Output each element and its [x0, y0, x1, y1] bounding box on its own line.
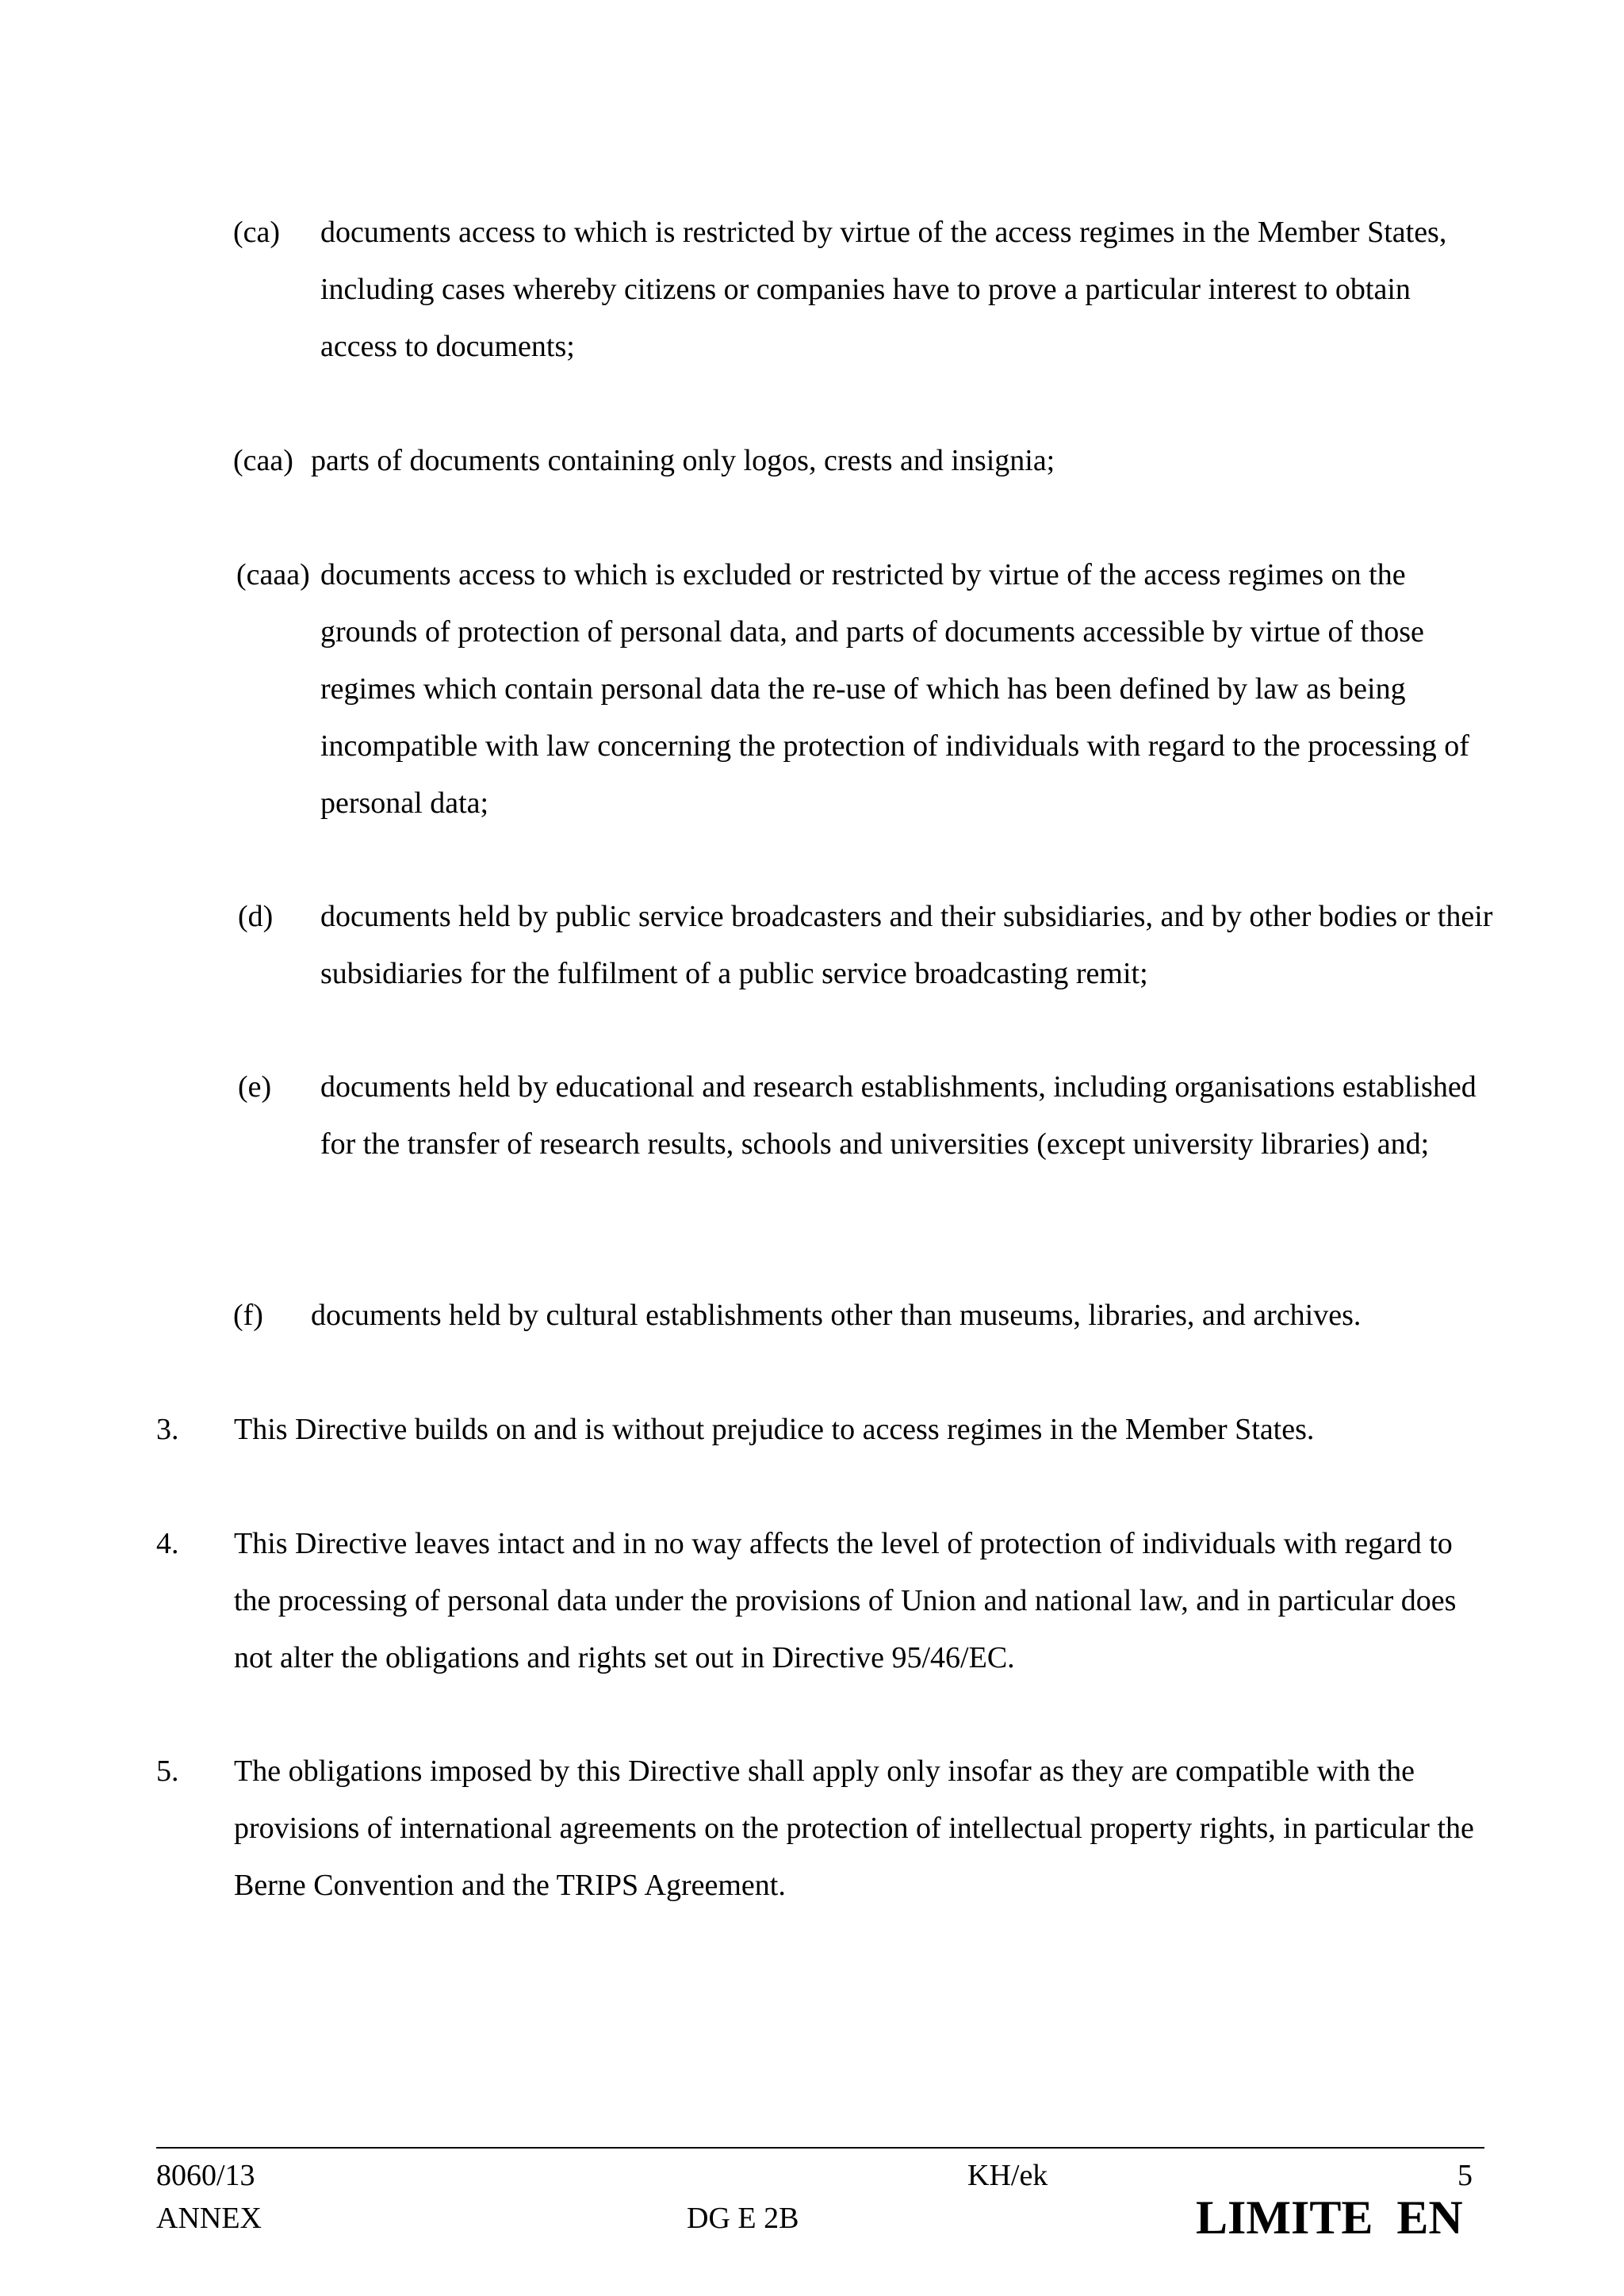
- item-text: documents access to which is excluded or restricted by virtue of the access regimes on the grounds of protection of personal data, and parts of documents accessible by virtue of those regimes which contain personal data the re-use of which has been defined by law as being incompatible with law concerning the protection of individuals with regard to the processing of personal data;: [320, 558, 1469, 820]
- footer-directorate: DG E 2B: [687, 2202, 799, 2235]
- language-code: EN: [1396, 2191, 1463, 2244]
- paragraph-text: The obligations imposed by this Directive shall apply only insofar as they are compatible with the provisions of international agreements on the protection of intellectual property rights, in particular the Berne Convention and the TRIPS Agreement.: [234, 1755, 1474, 1902]
- item-label: (f): [233, 1299, 263, 1332]
- item-text: parts of documents containing only logos, crests and insignia;: [311, 444, 1055, 477]
- item-text: documents held by educational and research establishments, including organisations established for the transfer of research results, schools and universities (except university libraries) and;: [320, 1070, 1477, 1161]
- paragraph-5: [156, 1743, 1504, 1914]
- classification-label: LIMITE: [1196, 2191, 1373, 2244]
- paragraph-text: This Directive builds on and is without prejudice to access regimes in the Member States.: [234, 1413, 1315, 1446]
- paragraph-number: 3.: [156, 1413, 179, 1446]
- item-label: (ca): [233, 216, 281, 249]
- footer-annex: ANNEX: [156, 2202, 262, 2235]
- item-label: (caa): [233, 444, 293, 477]
- footer-page-number: 5: [1457, 2159, 1473, 2192]
- item-label: (d): [238, 900, 274, 933]
- item-text: documents held by cultural establishments other than museums, libraries, and archives.: [311, 1299, 1362, 1332]
- paragraph-4: [156, 1515, 1504, 1686]
- list-item-d: [238, 888, 1499, 1002]
- item-text: documents held by public service broadcasters and their subsidiaries, and by other bodies or their subsidiaries for the fulfilment of a public service broadcasting remit;: [320, 900, 1493, 990]
- footer-classification: [1196, 2190, 1463, 2245]
- list-item-f: [233, 1287, 1502, 1344]
- footer-initials: KH/ek: [967, 2159, 1048, 2192]
- footer-divider: [156, 2147, 1484, 2149]
- paragraph-number: 5.: [156, 1755, 179, 1788]
- list-item-caaa: [236, 546, 1505, 832]
- paragraph-text: This Directive leaves intact and in no way affects the level of protection of individuals with regard to the processing of personal data under the provisions of Union and national law, and in particular does not alter the obligations and rights set out in Directive 95/46/EC.: [234, 1527, 1457, 1674]
- list-item-ca: [233, 204, 1494, 375]
- paragraph-number: 4.: [156, 1527, 179, 1560]
- list-item-e: [238, 1058, 1499, 1173]
- paragraph-3: [156, 1401, 1504, 1458]
- item-label: (caaa): [236, 558, 310, 591]
- item-label: (e): [238, 1070, 272, 1104]
- footer-doc-number: 8060/13: [156, 2159, 255, 2192]
- item-text: documents access to which is restricted by virtue of the access regimes in the Member States, including cases whereby citizens or companies have to prove a particular interest to obtain access to documents;: [320, 216, 1447, 363]
- list-item-caa: [233, 432, 1502, 489]
